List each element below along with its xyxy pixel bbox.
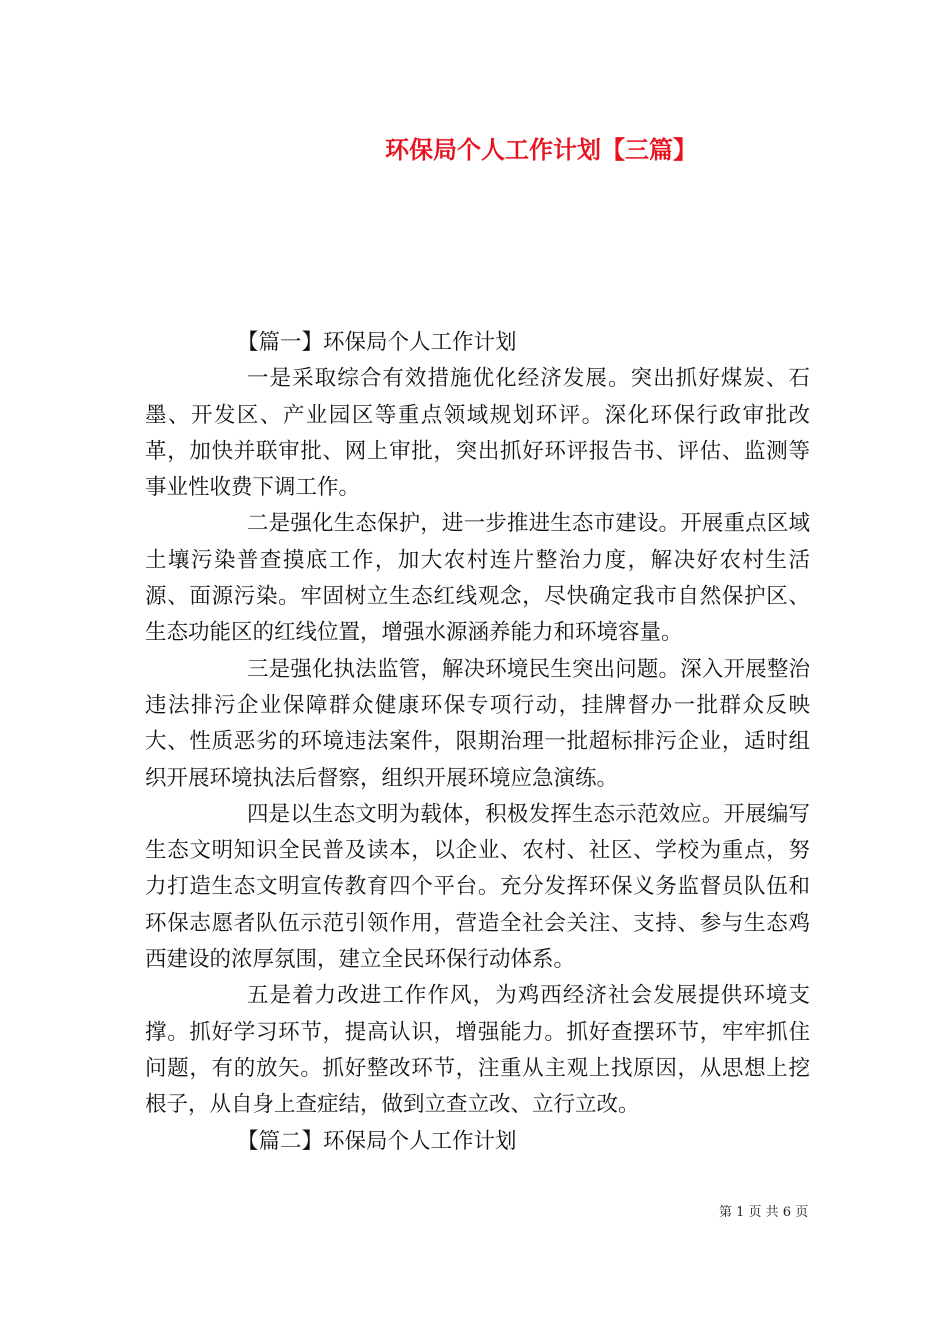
paragraph-5: 五是着力改进工作作风，为鸡西经济社会发展提供环境支撑。抓好学习环节，提高认识，增强能力。抓好查摆环节，牢牢抓住问题，有的放矢。抓好整改环节，注重从主观上找原因，从思想上挖根子，从自身上查症结，做到立查立改、立行立改。: [145, 983, 810, 1118]
document-title: 环保局个人工作计划【三篇】: [385, 135, 697, 164]
paragraph-4: 四是以生态文明为载体，积极发挥生态示范效应。开展编写生态文明知识全民普及读本，以企业、农村、社区、学校为重点，努力打造生态文明宣传教育四个平台。充分发挥环保义务监督员队伍和环保志愿者队伍示范引领作用，营造全社会关注、支持、参与生态鸡西建设的浓厚氛围，建立全民环保行动体系。: [145, 801, 810, 973]
section-heading-1: 【篇一】环保局个人工作计划: [237, 330, 517, 355]
paragraph-1: 一是采取综合有效措施优化经济发展。突出抓好煤炭、石墨、开发区、产业园区等重点领域规划环评。深化环保行政审批改革，加快并联审批、网上审批，突出抓好环评报告书、评估、监测等事业性收费下调工作。: [145, 366, 810, 501]
document-body: [145, 325, 810, 1160]
page-number-footer: 第 1 页 共 6 页: [719, 1205, 809, 1220]
paragraph-2: 二是强化生态保护，进一步推进生态市建设。开展重点区域土壤污染普查摸底工作，加大农村连片整治力度，解决好农村生活源、面源污染。牢固树立生态红线观念，尽快确定我市自然保护区、生态功能区的红线位置，增强水源涵养能力和环境容量。: [145, 511, 810, 646]
paragraph-3: 三是强化执法监管，解决环境民生突出问题。深入开展整治违法排污企业保障群众健康环保专项行动，挂牌督办一批群众反映大、性质恶劣的环境违法案件，限期治理一批超标排污企业，适时组织开展环境执法后督察，组织开展环境应急演练。: [145, 656, 810, 791]
section-heading-2: 【篇二】环保局个人工作计划: [237, 1128, 517, 1154]
